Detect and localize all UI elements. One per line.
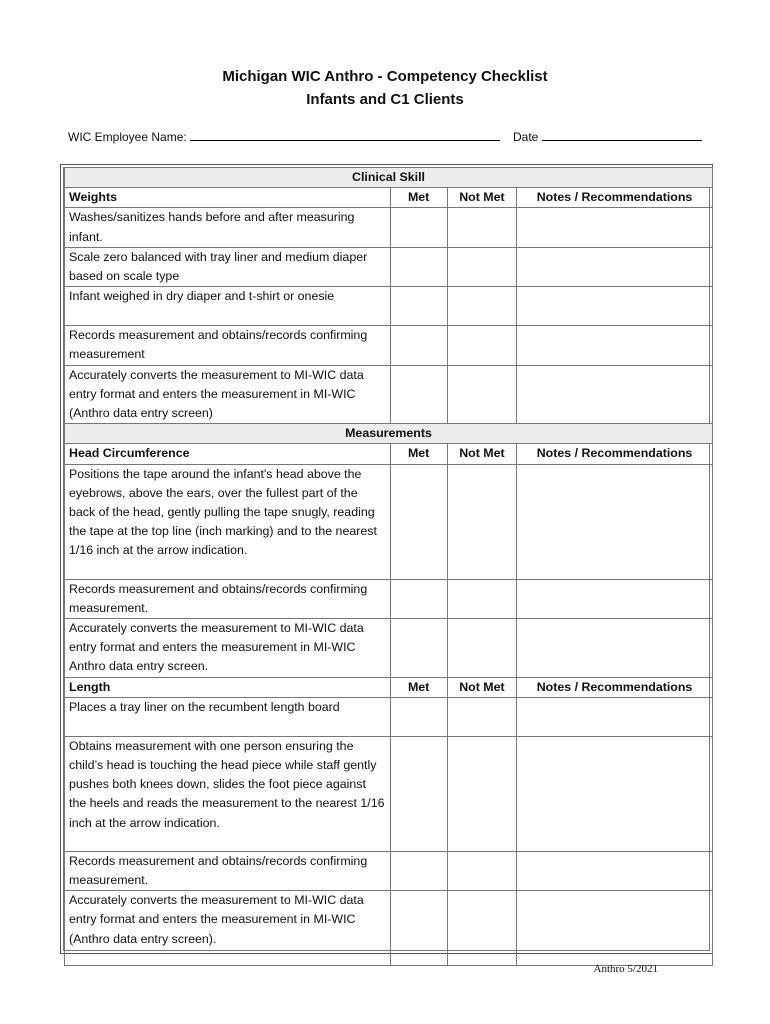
met-cell[interactable] [390,208,447,247]
skill-text: Places a tray liner on the recumbent length board [65,697,391,736]
met-column-header: Met [390,677,447,697]
skill-text: Accurately converts the measurement to MI-WIC data entry format and enters the measurement in MI-WIC (Anthro data entry screen). [65,891,391,966]
checklist-table [64,167,713,966]
length-heading: Length [65,677,391,697]
met-cell[interactable] [390,851,447,890]
notes-cell[interactable] [517,464,713,579]
skill-text: Washes/sanitizes hands before and after measuring infant. [65,208,391,247]
skill-text: Accurately converts the measurement to MI-WIC data entry format and enters the measurement in MI-WIC (Anthro data entry screen) [65,365,391,424]
not-met-column-header: Not Met [447,444,516,464]
table-row [65,208,713,247]
met-cell[interactable] [390,287,447,326]
not-met-cell[interactable] [447,579,516,618]
met-cell[interactable] [390,365,447,424]
column-header-row [65,188,713,208]
table-row [65,365,713,424]
notes-cell[interactable] [517,365,713,424]
weights-heading: Weights [65,188,391,208]
employee-name-label: WIC Employee Name: [68,130,187,144]
skill-text: Records measurement and obtains/records confirming measurement. [65,851,391,890]
head-circumference-heading: Head Circumference [65,444,391,464]
notes-cell[interactable] [517,891,713,966]
table-row [65,579,713,618]
employee-name-blank[interactable] [190,128,500,141]
skill-text: Scale zero balanced with tray liner and medium diaper based on scale type [65,247,391,286]
not-met-cell[interactable] [447,736,516,851]
date-field [513,128,702,145]
skill-text: Records measurement and obtains/records confirming measurement [65,326,391,365]
met-cell[interactable] [390,579,447,618]
document-subtitle: Infants and C1 Clients [306,91,464,108]
not-met-cell[interactable] [447,247,516,286]
notes-cell[interactable] [517,579,713,618]
notes-cell[interactable] [517,247,713,286]
date-blank[interactable] [542,128,702,141]
employee-name-field [68,128,500,145]
notes-cell[interactable] [517,287,713,326]
not-met-cell[interactable] [447,464,516,579]
met-cell[interactable] [390,619,447,678]
table-row [65,891,713,966]
met-column-header: Met [390,188,447,208]
section-header-row [65,424,713,444]
date-label: Date [513,130,539,144]
notes-cell[interactable] [517,851,713,890]
not-met-cell[interactable] [447,891,516,966]
not-met-cell[interactable] [447,287,516,326]
met-cell[interactable] [390,247,447,286]
footer-version: Anthro 5/2021 [593,963,658,975]
not-met-cell[interactable] [447,365,516,424]
not-met-cell[interactable] [447,851,516,890]
met-column-header: Met [390,444,447,464]
notes-cell[interactable] [517,736,713,851]
column-header-row [65,677,713,697]
met-cell[interactable] [390,697,447,736]
table-row [65,287,713,326]
skill-text: Positions the tape around the infant's head above the eyebrows, above the ears, over the fullest part of the back of the head, gently pulling the tape snugly, reading the tape at the top line (inch marking) and to the nearest 1/16 inch at the arrow indication. [65,464,391,579]
met-cell[interactable] [390,891,447,966]
notes-cell[interactable] [517,326,713,365]
document-title: Michigan WIC Anthro - Competency Checklist [222,68,548,85]
met-cell[interactable] [390,326,447,365]
met-cell[interactable] [390,464,447,579]
met-cell[interactable] [390,736,447,851]
not-met-cell[interactable] [447,208,516,247]
table-row [65,619,713,678]
notes-cell[interactable] [517,697,713,736]
notes-cell[interactable] [517,208,713,247]
section-measurements: Measurements [65,424,713,444]
not-met-column-header: Not Met [447,188,516,208]
table-row [65,464,713,579]
not-met-cell[interactable] [447,697,516,736]
column-header-row [65,444,713,464]
table-row [65,736,713,851]
skill-text: Records measurement and obtains/records confirming measurement. [65,579,391,618]
notes-column-header: Notes / Recommendations [517,444,713,464]
section-clinical-skill: Clinical Skill [65,168,713,188]
not-met-cell[interactable] [447,326,516,365]
notes-cell[interactable] [517,619,713,678]
table-row [65,247,713,286]
not-met-cell[interactable] [447,619,516,678]
skill-text: Accurately converts the measurement to MI-WIC data entry format and enters the measurement in MI-WIC Anthro data entry screen. [65,619,391,678]
table-row [65,697,713,736]
notes-column-header: Notes / Recommendations [517,677,713,697]
not-met-column-header: Not Met [447,677,516,697]
skill-text: Infant weighed in dry diaper and t-shirt or onesie [65,287,391,326]
table-row [65,326,713,365]
section-header-row [65,168,713,188]
table-row [65,851,713,890]
notes-column-header: Notes / Recommendations [517,188,713,208]
skill-text: Obtains measurement with one person ensuring the child’s head is touching the head piece while staff gently pushes both knees down, slides the foot piece against the heels and reads the measurement to the nearest 1/16 inch at the arrow indication. [65,736,391,851]
